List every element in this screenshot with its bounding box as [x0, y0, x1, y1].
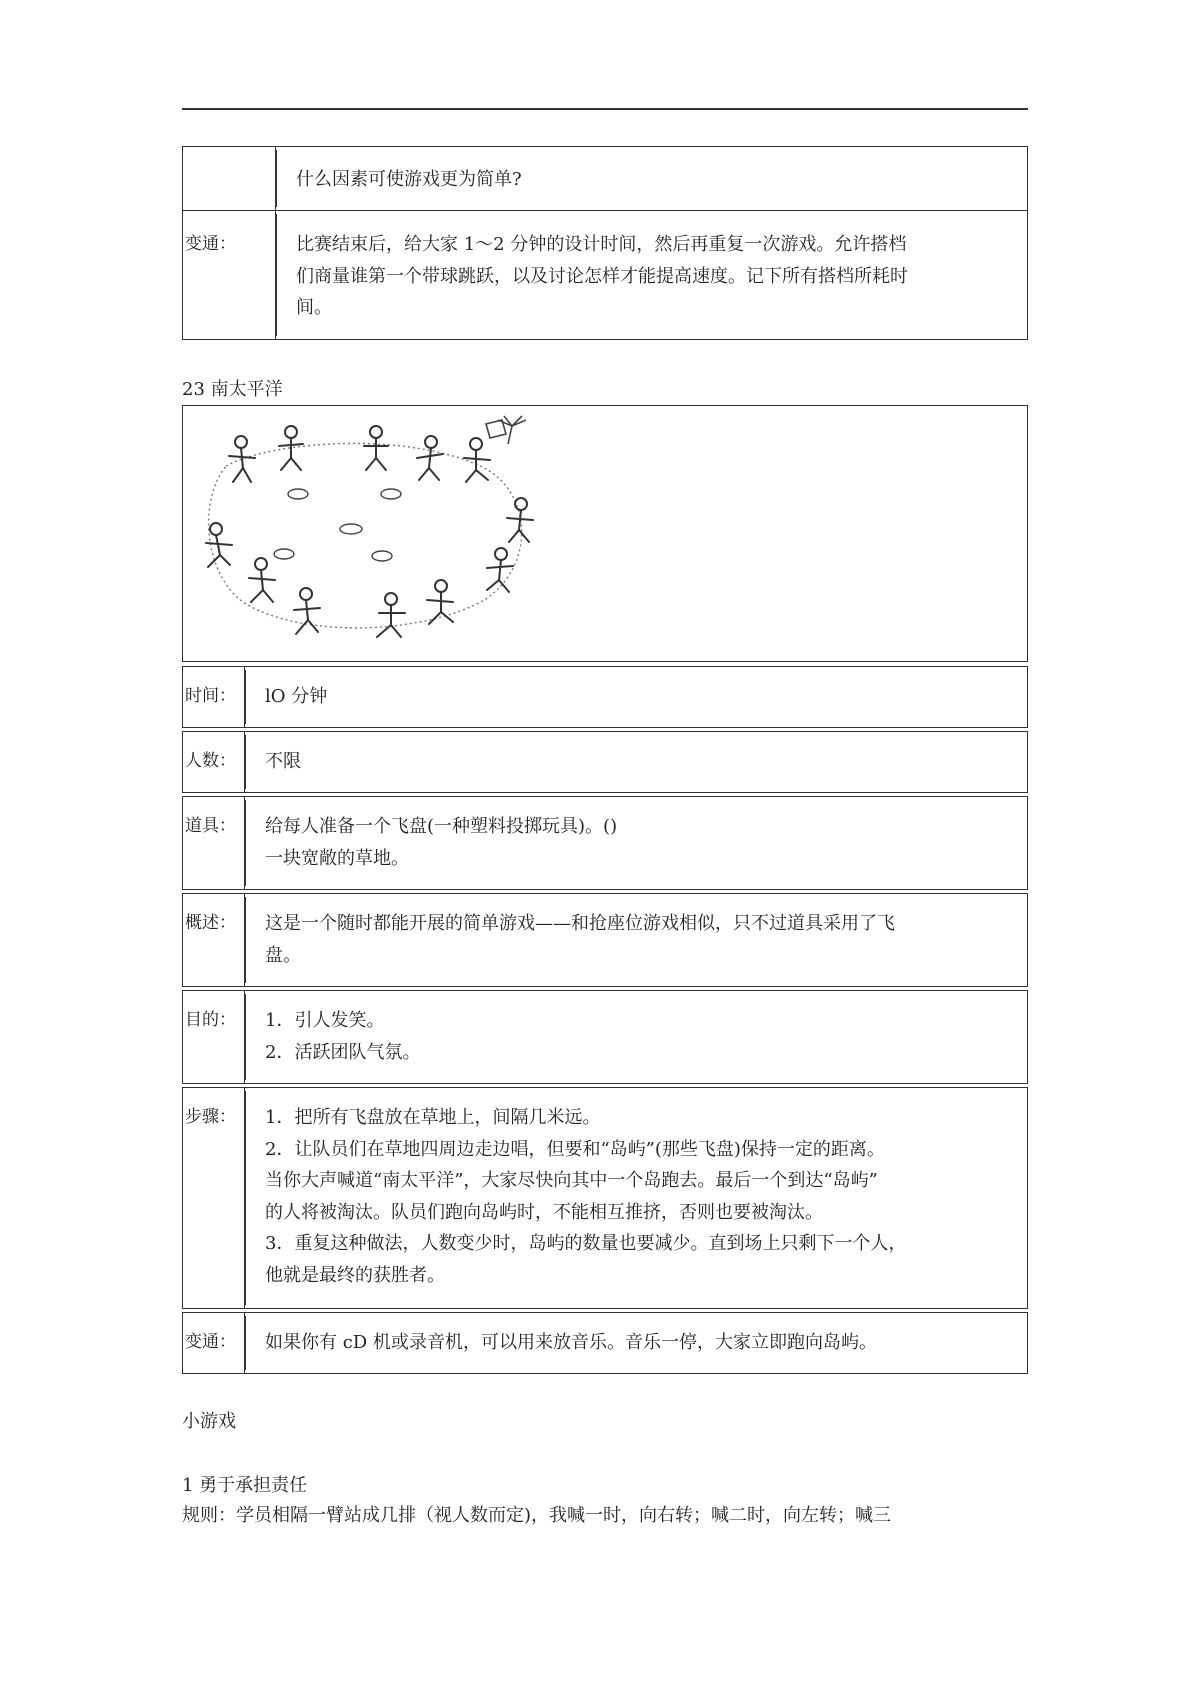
row-value: 不限 — [265, 751, 301, 772]
row-value: 什么因素可使游戏更为简单? — [296, 169, 522, 190]
small-games-title: 小游戏 — [182, 1411, 236, 1432]
table-row — [182, 796, 1028, 890]
row-value: lO 分钟 — [265, 686, 328, 707]
header-rule — [182, 108, 1028, 110]
table-row — [182, 1087, 1028, 1309]
table-row — [182, 731, 1028, 793]
row-label: 人数： — [183, 732, 245, 792]
row-label — [183, 147, 276, 210]
row-label: 时间： — [183, 667, 245, 727]
row-label: 步骤： — [183, 1088, 245, 1308]
frisbee-game-illustration — [186, 414, 556, 658]
row-value: 这是一个随时都能开展的简单游戏——和抢座位游戏相似，只不过道具采用了飞 盘。 — [265, 913, 895, 966]
game-1-title: 1 勇于承担责任 — [182, 1475, 308, 1496]
row-label: 变通： — [183, 1313, 245, 1373]
table-row — [182, 1312, 1028, 1374]
row-value: 1．引人发笑。 2．活跃团队气氛。 — [265, 1010, 421, 1063]
table-row — [182, 210, 1028, 340]
table-row — [182, 666, 1028, 728]
row-value: 如果你有 cD 机或录音机，可以用来放音乐。音乐一停，大家立即跑向岛屿。 — [265, 1332, 877, 1353]
game-1-rule: 规则：学员相隔一臂站成几排（视人数而定)，我喊一时，向右转；喊二时，向左转；喊三 — [182, 1505, 892, 1526]
row-value: 给每人准备一个飞盘(一种塑料投掷玩具)。() 一块宽敞的草地。 — [265, 816, 618, 869]
row-label: 概述： — [183, 894, 245, 986]
row-label: 变通： — [183, 211, 276, 339]
row-label: 道具： — [183, 797, 245, 889]
table-row — [182, 146, 1028, 211]
row-value: 比赛结束后，给大家 1～2 分钟的设计时间，然后再重复一次游戏。允许搭档 们商量谁第一个带球跳跃，以及讨论怎样才能提高速度。记下所有搭档所耗时 间。 — [296, 234, 908, 318]
table-row — [182, 990, 1028, 1084]
row-value: 1．把所有飞盘放在草地上，间隔几米远。 2．让队员们在草地四周边走边唱，但要和“岛屿”(那些飞盘)保持一定的距离。 当你大声喊道“南太平洋”，大家尽快向其中一个岛跑去。最后一个到达“岛屿” 的人将被淘汰。队员们跑向岛屿时，不能相互推挤，否则也要被淘汰。 3．重复这种做法，人数变少时，岛屿的数量也要减少。直到场上只剩下一个人， 他就是最终的获胜者。 — [265, 1107, 907, 1286]
table-row — [182, 893, 1028, 987]
row-label: 目的： — [183, 991, 245, 1083]
section-title: 23 南太平洋 — [182, 379, 283, 400]
